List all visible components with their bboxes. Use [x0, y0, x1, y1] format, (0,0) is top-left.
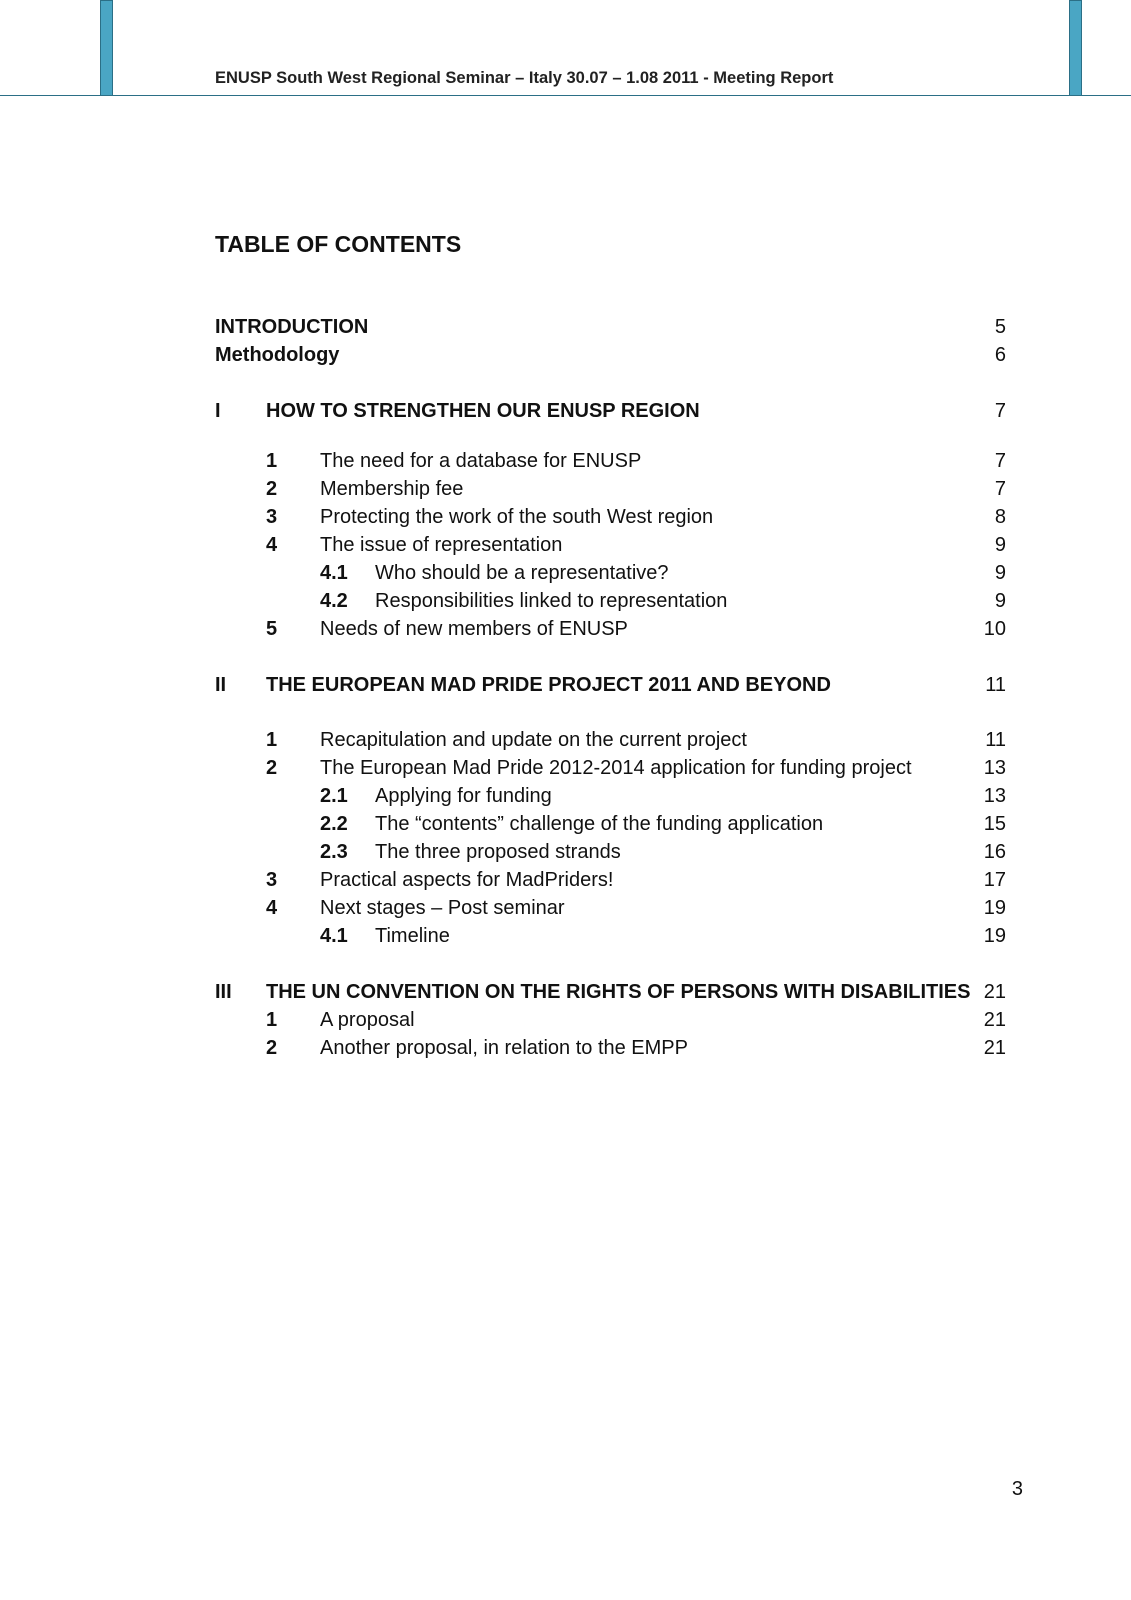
toc-subitem-number: 2.3	[320, 841, 348, 863]
toc-item-number: 5	[266, 618, 278, 640]
toc-subitem-number: 2.1	[320, 785, 348, 807]
toc-section-page: 21	[983, 981, 1006, 1003]
toc-section-number: II	[215, 674, 227, 696]
toc-subitem-page: 13	[983, 785, 1006, 807]
toc-item-number: 2	[266, 1037, 278, 1059]
toc-section-label: HOW TO STRENGTHEN OUR ENUSP REGION	[266, 400, 700, 422]
toc-subitem-number: 2.2	[320, 813, 348, 835]
toc-item-page: 7	[994, 450, 1006, 472]
toc-subitem-page: 16	[983, 841, 1006, 863]
toc-item-page: 21	[983, 1037, 1006, 1059]
toc-item-number: 1	[266, 1009, 278, 1031]
toc-item-page: 10	[983, 618, 1006, 640]
toc-item-number: 4	[266, 534, 278, 556]
toc-item-label: Membership fee	[320, 478, 464, 500]
toc-item-number: 4	[266, 897, 278, 919]
toc-item-label: The need for a database for ENUSP	[320, 450, 642, 472]
toc-item-page: 8	[994, 506, 1006, 528]
toc-subitem-page: 15	[983, 813, 1006, 835]
toc-item-label: Practical aspects for MadPriders!	[320, 869, 614, 891]
toc-subitem-label: The three proposed strands	[375, 841, 621, 863]
toc-item-label: Next stages – Post seminar	[320, 897, 565, 919]
toc-subitem-number: 4.1	[320, 925, 348, 947]
toc-item-page: 17	[983, 869, 1006, 891]
toc-item-page: 13	[983, 757, 1006, 779]
toc-subitem-label: Responsibilities linked to representation	[375, 590, 728, 612]
toc-item-page: 11	[985, 729, 1006, 751]
toc-item-number: 1	[266, 450, 278, 472]
toc-item-page: 19	[983, 897, 1006, 919]
toc-subitem-page: 9	[994, 562, 1006, 584]
toc-section-page: 7	[994, 400, 1006, 422]
toc-entry-label: INTRODUCTION	[215, 316, 369, 338]
header-left-bar	[100, 0, 113, 96]
toc-item-number: 3	[266, 869, 278, 891]
toc-entry-page: 5	[994, 316, 1006, 338]
toc-item-label: The European Mad Pride 2012-2014 application for funding project	[320, 757, 912, 779]
page-number: 3	[1011, 1478, 1023, 1500]
toc-item-label: Needs of new members of ENUSP	[320, 618, 628, 640]
toc-item-number: 2	[266, 478, 278, 500]
toc-subitem-label: Applying for funding	[375, 785, 552, 807]
toc-entry-label: Methodology	[215, 344, 340, 366]
toc-item-label: Recapitulation and update on the current project	[320, 729, 747, 751]
toc-item-number: 3	[266, 506, 278, 528]
toc-subitem-number: 4.2	[320, 590, 348, 612]
header-right-bar	[1069, 0, 1082, 96]
toc-item-number: 1	[266, 729, 278, 751]
toc-subitem-page: 19	[983, 925, 1006, 947]
toc-item-label: Protecting the work of the south West region	[320, 506, 714, 528]
toc-subitem-label: Timeline	[375, 925, 450, 947]
toc-subitem-label: The “contents” challenge of the funding application	[375, 813, 824, 835]
toc-item-number: 2	[266, 757, 278, 779]
toc-section-label: THE UN CONVENTION ON THE RIGHTS OF PERSONS WITH DISABILITIES	[266, 981, 971, 1003]
toc-section-label: THE EUROPEAN MAD PRIDE PROJECT 2011 AND BEYOND	[266, 674, 831, 696]
toc-item-label: Another proposal, in relation to the EMPP	[320, 1037, 688, 1059]
toc-subitem-number: 4.1	[320, 562, 348, 584]
toc-section-page: 11	[985, 674, 1006, 696]
toc-item-page: 21	[983, 1009, 1006, 1031]
toc-item-page: 7	[994, 478, 1006, 500]
toc-item-label: The issue of representation	[320, 534, 563, 556]
toc-section-number: III	[215, 981, 232, 1003]
header-rule	[0, 95, 1131, 96]
toc-subitem-label: Who should be a representative?	[375, 562, 669, 584]
toc-subitem-page: 9	[994, 590, 1006, 612]
toc-item-label: A proposal	[320, 1009, 415, 1031]
toc-entry-page: 6	[994, 344, 1006, 366]
toc-title: TABLE OF CONTENTS	[215, 231, 462, 257]
running-header: ENUSP South West Regional Seminar – Italy 30.07 – 1.08 2011 - Meeting Report	[215, 69, 834, 87]
toc-item-page: 9	[994, 534, 1006, 556]
toc-section-number: I	[215, 400, 221, 422]
